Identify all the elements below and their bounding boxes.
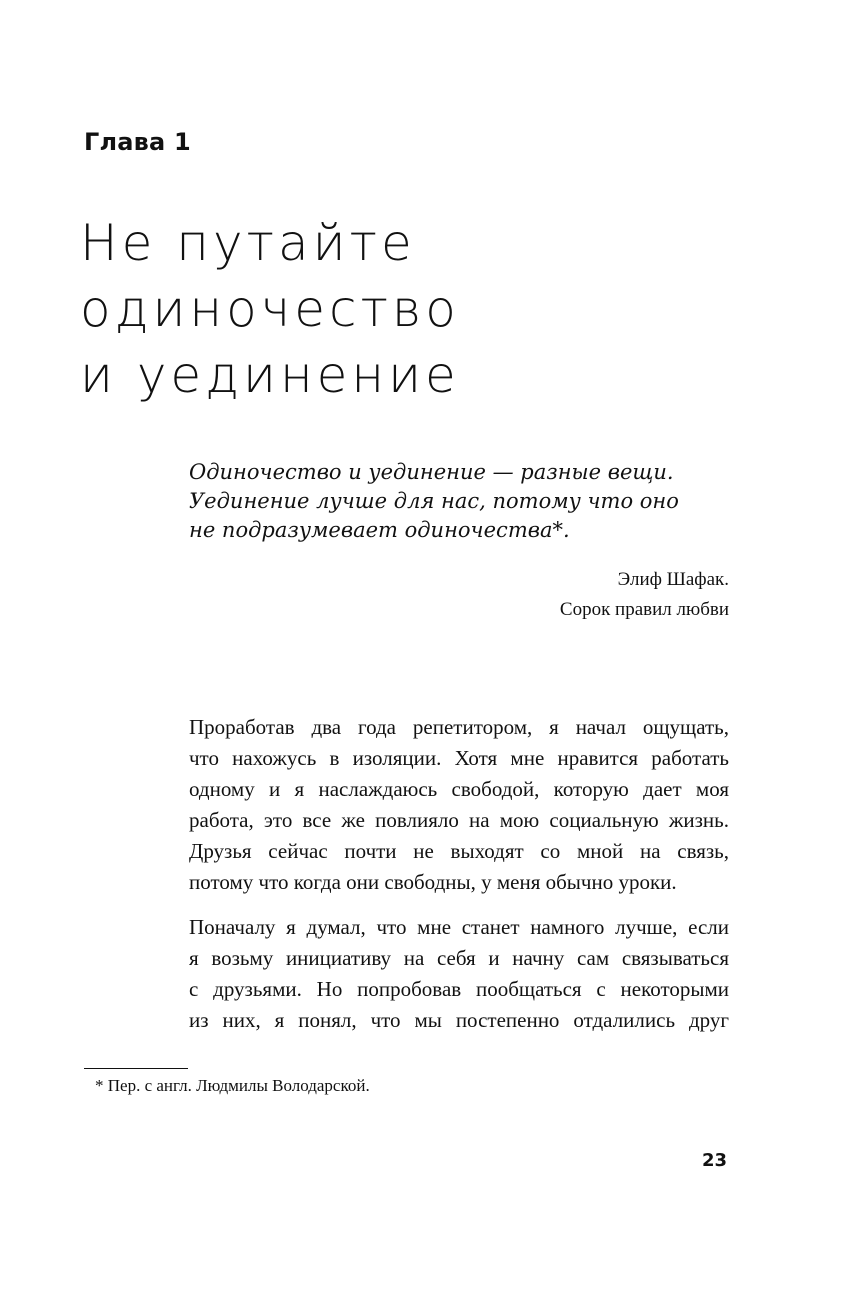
chapter-title-line: и уединение bbox=[80, 346, 460, 404]
chapter-title-line: одиночество bbox=[80, 280, 460, 338]
epigraph-quote-line: Уединение лучше для нас, потому что оно bbox=[189, 489, 679, 513]
paragraph bbox=[189, 912, 729, 1036]
paragraph bbox=[189, 712, 729, 898]
epigraph-book-title: Сорок правил любви bbox=[559, 599, 729, 620]
epigraph-quote bbox=[189, 458, 729, 545]
page-number: 23 bbox=[701, 1150, 727, 1171]
footnote-divider bbox=[84, 1068, 188, 1069]
epigraph-attribution bbox=[189, 565, 729, 625]
text-line: из них, я понял, что мы постепенно отдалились друг bbox=[189, 1008, 729, 1032]
text-line: одному и я наслаждаюсь свободой, которую дает моя bbox=[189, 777, 729, 801]
text-line: работа, это все же повлияло на мою социальную жизнь. bbox=[189, 808, 729, 832]
text-line: Поначалу я думал, что мне станет намного лучше, если bbox=[189, 915, 729, 939]
epigraph-author: Элиф Шафак. bbox=[617, 569, 729, 590]
chapter-title-line: Не путайте bbox=[80, 214, 416, 272]
text-line: я возьму инициативу на себя и начну сам связываться bbox=[189, 946, 729, 970]
chapter-label: Глава 1 bbox=[84, 128, 191, 156]
text-line: что нахожусь в изоляции. Хотя мне нравится работать bbox=[189, 746, 729, 770]
text-line: с друзьями. Но попробовав пообщаться с некоторыми bbox=[189, 977, 729, 1001]
text-line: потому что когда они свободны, у меня обычно уроки. bbox=[189, 870, 677, 894]
chapter-title bbox=[80, 210, 460, 408]
body-text bbox=[189, 712, 729, 1050]
text-line: Проработав два года репетитором, я начал ощущать, bbox=[189, 715, 729, 739]
epigraph-quote-line: Одиночество и уединение — разные вещи. bbox=[189, 460, 674, 484]
footnote: * Пер. с англ. Людмилы Володарской. bbox=[95, 1076, 370, 1095]
text-line: Друзья сейчас почти не выходят со мной на связь, bbox=[189, 839, 729, 863]
epigraph bbox=[189, 458, 729, 625]
epigraph-quote-line: не подразумевает одиночества*. bbox=[189, 518, 570, 542]
